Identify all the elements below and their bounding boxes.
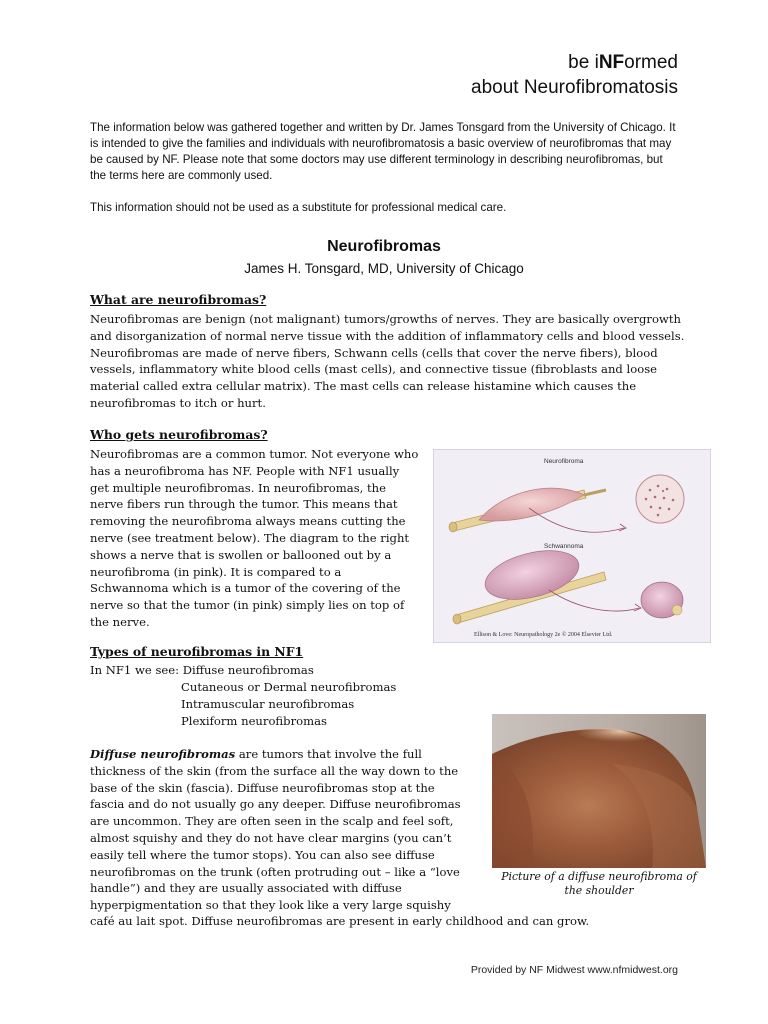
brand-bold: NF xyxy=(598,52,625,73)
shoulder-photo xyxy=(492,714,706,868)
article-byline: James H. Tonsgard, MD, University of Chicago xyxy=(244,261,524,276)
section-body-what: Neurofibromas are benign (not malignant) tumors/growths of nerves. They are basically overgrowth and disorganization of normal nerve tissue with the addition of inflammatory cells and blood vessels. Neurofibromas are made of nerve fibers, Schwann cells (cells that cover the nerve fibers), blood vessels, inflammatory white blood cells (mast cells), and connective tissue (fibroblasts and loose material called extra cellular matrix). The mast cells can release histamine which causes the neurofibromas to itch or hurt. xyxy=(90,312,685,410)
section-heading-who: Who gets neurofibromas? xyxy=(90,427,268,442)
types-list-item: Plexiform neurofibromas xyxy=(181,714,327,728)
brand-line-2: about Neurofibromatosis xyxy=(471,77,678,98)
section-body-diffuse-tail: café au lait spot. Diffuse neurofibromas are present in early childhood and can grow. xyxy=(90,914,590,928)
brand-prefix: be i xyxy=(568,52,599,73)
diffuse-lead: Diffuse neurofibromas xyxy=(90,747,236,761)
brand-suffix: ormed xyxy=(624,52,678,73)
neurofibroma-cross-section xyxy=(636,475,684,523)
photo-caption: Picture of a diffuse neurofibroma of the shoulder xyxy=(501,870,697,897)
footer-credit: Provided by NF Midwest www.nfmidwest.org xyxy=(470,964,678,976)
diagram-graphic xyxy=(434,450,710,642)
types-list-item: Intramuscular neurofibromas xyxy=(181,697,355,711)
neurofibroma-diagram xyxy=(433,449,711,643)
diagram-credit: Ellison & Love: Neuropathology 2e © 2004 Elsevier Ltd. xyxy=(474,632,613,638)
neurofibroma-nerve xyxy=(449,488,626,532)
intro-paragraph: The information below was gathered together and written by Dr. James Tonsgard from the University of Chicago. It is intended to give the families and individuals with neurofibromatosis a basic overview of neurofibromas that may be caused by NF. Please note that some doctors may use different terminology in describing neurofibromas, but the terms here are commonly used. xyxy=(90,121,676,182)
section-heading-types: Types of neurofibromas in NF1 xyxy=(90,644,304,659)
diffuse-body: are tumors that involve the full thickness of the skin (from the surface all the way down to the base of the skin (fascia). Diffuse neurofibromas stop at the fascia and do not usually go any deeper. Diffuse neurofibromas are uncommon. They are often seen in the scalp and feel soft, almost squishy and they do not have clear margins (you can’t easily tell where the tumor stops). You can also see diffuse neurofibromas on the trunk (often protruding out – like a “love handle”) and they are usually associated with diffuse hyperpigmentation so that they look like a very large squishy xyxy=(90,747,461,913)
disclaimer-paragraph: This information should not be used as a substitute for professional medical care. xyxy=(90,201,507,214)
section-body-who: Neurofibromas are a common tumor. Not everyone who has a neurofibroma has NF. People with NF1 usually get multiple neurofibromas. In neurofibromas, the nerve fibers run through the tumor. This means that removing the neurofibroma always means cutting the nerve (see treatment below). The diagram to the right shows a nerve that is swollen or ballooned out by a neurofibroma (in pink). It is compared to a Schwannoma which is a tumor of the covering of the nerve so that the tumor (in pink) simply lies on top of the nerve. xyxy=(90,447,419,629)
types-intro: In NF1 we see: Diffuse neurofibromas xyxy=(90,663,314,677)
diagram-label-schwannoma: Schwannoma xyxy=(544,543,584,550)
article-title: Neurofibromas xyxy=(327,238,441,255)
schwannoma-nerve xyxy=(453,542,641,624)
section-body-diffuse xyxy=(90,746,465,914)
intro-block xyxy=(90,120,680,216)
types-list-item: Cutaneous or Dermal neurofibromas xyxy=(181,680,397,694)
shoulder-photo-graphic xyxy=(492,714,706,868)
diagram-label-neurofibroma: Neurofibroma xyxy=(544,458,584,465)
schwannoma-cross-section xyxy=(641,582,683,618)
section-heading-what: What are neurofibromas? xyxy=(90,292,267,307)
brand-header xyxy=(471,50,678,100)
brand-line-1 xyxy=(471,50,678,75)
